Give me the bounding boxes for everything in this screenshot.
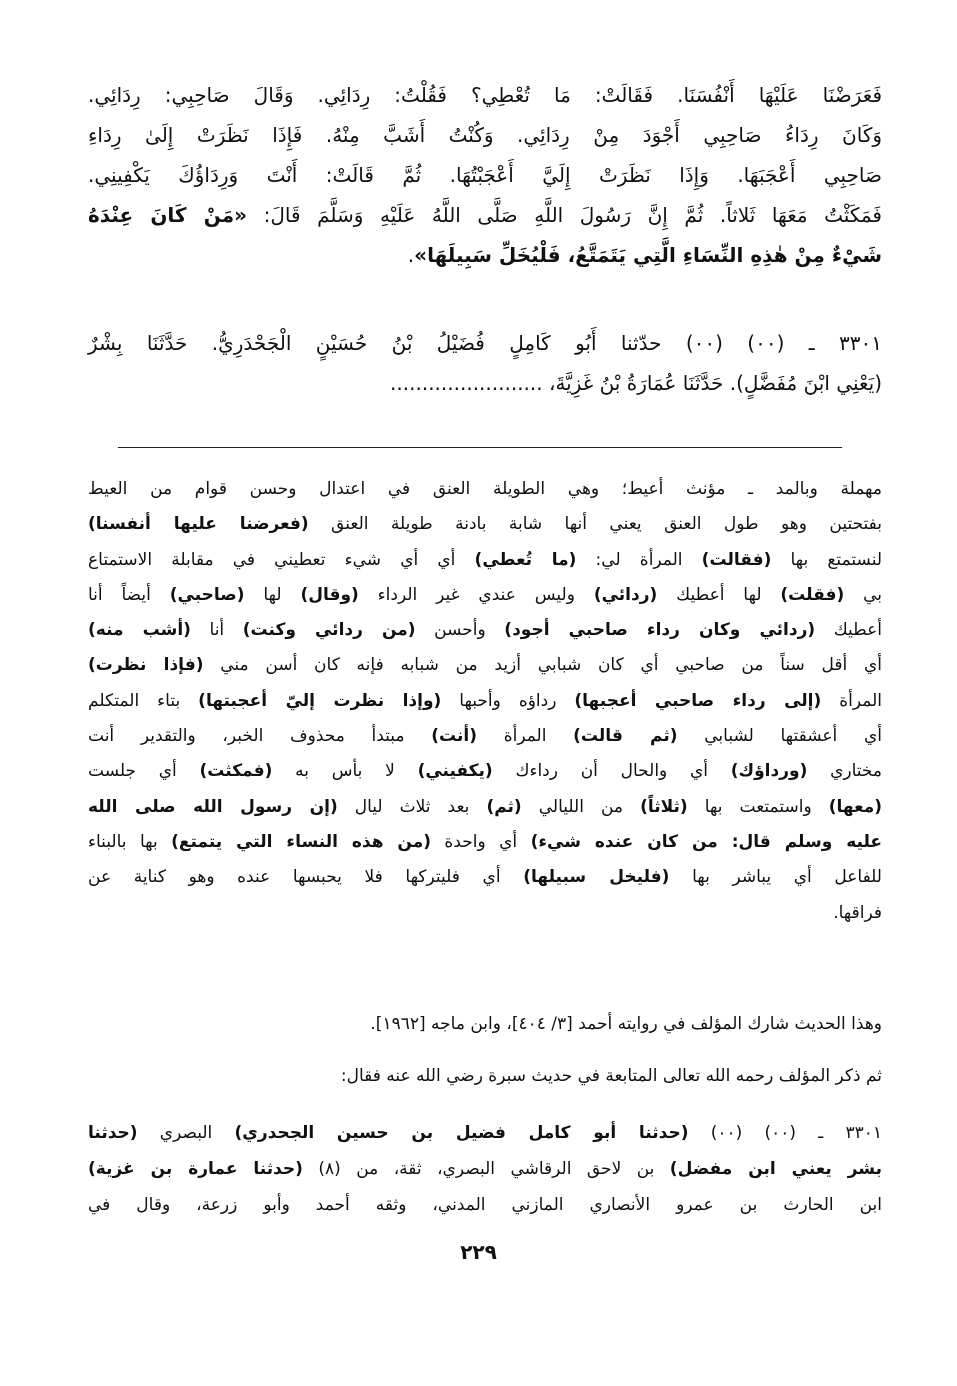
- bold-quoted-text: بشر يعني ابن مفضل): [669, 1159, 882, 1179]
- text-segment: لها: [244, 584, 301, 605]
- text-line: [88, 719, 882, 754]
- footnote-divider: [118, 447, 842, 448]
- commentary-isnad-text: [88, 1115, 882, 1223]
- bold-quoted-text: (ثم قالت): [573, 726, 678, 747]
- bold-quoted-text: (فقالت): [701, 549, 772, 570]
- text-segment: وَكَانَ رِدَاءُ صَاحِبِي أَجْوَدَ مِنْ رِدَائِي. وَكُنْتُ أَشَبَّ مِنْهُ. فَإِذَا نَظَرَتْ إِلَىٰ رِدَاءِ: [88, 123, 882, 147]
- bold-quoted-text: (أنت): [431, 726, 477, 747]
- text-line: [88, 507, 882, 542]
- bold-quoted-text: (أشب منه): [88, 620, 191, 641]
- text-segment: لا بأس به: [272, 761, 418, 782]
- bold-quoted-text: (وقال): [300, 584, 359, 605]
- bold-quoted-text: (ثم): [486, 796, 522, 817]
- text-segment: ٣٣٠١ ـ (٠٠) (٠٠): [688, 1123, 882, 1143]
- text-segment: مختاري: [807, 761, 883, 782]
- text-segment: من الليالي: [521, 796, 641, 817]
- text-segment: أي فليتركها فلا يحبسها عنده وهو كناية عن: [88, 867, 524, 888]
- text-segment: بن لاحق الرقاشي البصري، ثقة، من (٨): [302, 1159, 670, 1179]
- text-segment: أيضاً أنا: [88, 584, 170, 605]
- text-line: [88, 896, 882, 931]
- follow-up-note: ثم ذكر المؤلف رحمه الله تعالى المتابعة في حديث سبرة رضي الله عنه فقال:: [340, 1066, 882, 1086]
- bold-quoted-text: (وإذا نظرت إليّ أعجبتها): [198, 690, 442, 711]
- hadith-main-text: [88, 75, 882, 275]
- text-segment: بفتحتين وهو طول العنق يعني أنها شابة بادنة طويلة العنق: [308, 514, 883, 535]
- text-segment: رداؤه وأحبها: [441, 690, 575, 711]
- text-segment: أي أي شيء تعطيني في مقابلة الاستمتاع: [88, 549, 475, 570]
- text-line: [88, 363, 882, 403]
- text-line: [88, 115, 882, 155]
- bold-quoted-text: (ثلاثاً): [640, 796, 688, 817]
- text-line: [88, 825, 882, 860]
- bold-quoted-text: (إلى رداء صاحبي أعجبها): [574, 690, 822, 711]
- text-line: [88, 472, 882, 507]
- commentary-text: [88, 472, 882, 931]
- bold-quoted-text: (ما تُعطي): [474, 549, 577, 570]
- text-segment: بعد ثلاث ليال: [337, 796, 487, 817]
- text-line: [88, 790, 882, 825]
- text-segment: (يَعْنِي ابْنَ مُفَضَّلٍ). حَدَّثَنَا عُمَارَةُ بْنُ غَزِيَّةَ، ........................: [390, 371, 882, 395]
- reference-note: وهذا الحديث شارك المؤلف في روايته أحمد [٣/ ٤٠٤]، وابن ماجه [١٩٦٢].: [370, 1014, 882, 1034]
- text-segment: أي والحال أن رداءك: [492, 761, 731, 782]
- text-line: [88, 613, 882, 648]
- text-line: [88, 195, 882, 235]
- text-line: [88, 754, 882, 789]
- text-segment: أي واحدة: [431, 831, 531, 852]
- text-line: [88, 75, 882, 115]
- bold-quoted-text: (فليخل سبيلها): [523, 867, 670, 888]
- text-line: [88, 323, 882, 363]
- text-line: [88, 155, 882, 195]
- text-segment: صَاحِبِي أَعْجَبَهَا. وَإِذَا نَظَرَتْ إِلَيَّ أَعْجَبْتُهَا. ثُمَّ قَالَتْ: أَنْتَ وَرِدَاؤُكَ يَكْفِينِي.: [88, 163, 882, 187]
- text-segment: أي أعشقتها لشبابي: [677, 726, 882, 747]
- text-line: [88, 1187, 882, 1223]
- bold-quoted-text: شَيْءٌ مِنْ هٰذِهِ النِّسَاءِ الَّتِي يَتَمَتَّعُ، فَلْيُخَلِّ سَبِيلَهَا»: [414, 243, 882, 267]
- text-segment: لنستمتع بها: [771, 549, 882, 570]
- bold-quoted-text: (من ردائي وكنت): [242, 620, 416, 641]
- text-segment: مبتدأ محذوف الخبر، والتقدير أنت: [88, 726, 432, 747]
- bold-quoted-text: (ردائي وكان رداء صاحبي أجود): [504, 620, 816, 641]
- text-segment: مهملة وبالمد ـ مؤنث أعيط؛ وهي الطويلة العنق في اعتدال وحسن قوام من العيط: [88, 479, 882, 499]
- text-line: [88, 1115, 882, 1151]
- bold-quoted-text: (إن رسول الله صلى الله: [88, 796, 338, 817]
- text-segment: ٣٣٠١ ـ (٠٠) (٠٠) حدّثنا أَبُو كَامِلٍ فُضَيْلُ بْنُ حُسَيْنٍ الْجَحْدَرِيُّ. حَدَّثَنَا بِشْرٌ: [88, 331, 882, 355]
- text-segment: المرأة: [821, 690, 882, 711]
- text-line: [88, 235, 882, 275]
- bold-quoted-text: (ورداؤك): [730, 761, 808, 782]
- text-segment: فَمَكَثْتُ مَعَهَا ثَلاثاً. ثُمَّ إِنَّ رَسُولَ اللَّهِ صَلَّى اللَّهُ عَلَيْهِ وَسَلَّمَ قَالَ:: [247, 203, 882, 227]
- text-segment: أي جلست: [88, 761, 200, 782]
- bold-quoted-text: (يكفيني): [417, 761, 493, 782]
- text-segment: بها بالبناء: [88, 831, 172, 852]
- text-line: [88, 684, 882, 719]
- bold-quoted-text: (حدثنا أبو كامل فضيل بن حسين الجحدري): [234, 1123, 689, 1143]
- text-segment: .: [407, 243, 415, 267]
- text-segment: المرأة لي:: [576, 549, 702, 570]
- text-segment: فَعَرَضْنَا عَلَيْهَا أَنْفُسَنَا. فَقَالَتْ: مَا تُعْطِي؟ فَقُلْتُ: رِدَائِي. وَقَالَ صَاحِبِي: رِدَائِي.: [88, 83, 882, 107]
- text-segment: لها أعطيك: [657, 584, 781, 605]
- bold-quoted-text: (فمكثت): [199, 761, 273, 782]
- bold-quoted-text: (ردائي): [593, 584, 658, 605]
- text-line: [88, 860, 882, 895]
- text-line: [88, 543, 882, 578]
- text-segment: بتاء المتكلم: [88, 690, 199, 711]
- text-segment: للفاعل أي يباشر بها: [669, 867, 882, 888]
- bold-quoted-text: (معها): [828, 796, 882, 817]
- bold-quoted-text: (فعرضنا عليها أنفسنا): [88, 514, 309, 535]
- bold-quoted-text: (صاحبي): [169, 584, 245, 605]
- text-segment: بي: [844, 584, 882, 605]
- page-number: ٢٢٩: [460, 1240, 497, 1264]
- text-segment: فراقها.: [833, 902, 882, 923]
- text-segment: وليس عندي غير الرداء: [358, 584, 594, 605]
- bold-quoted-text: (فقلت): [780, 584, 845, 605]
- text-segment: أعطيك: [815, 620, 882, 641]
- bold-quoted-text: «مَنْ كَانَ عِنْدَهُ: [88, 203, 248, 227]
- text-segment: وأحسن: [415, 620, 505, 641]
- text-segment: البصري: [137, 1123, 235, 1143]
- text-segment: أي أقل سناً من صاحبي أي كان شبابي أزيد من شبابه فإنه كان أسن مني: [203, 655, 883, 676]
- bold-quoted-text: (من هذه النساء التي يتمتع): [171, 831, 432, 852]
- text-line: [88, 648, 882, 683]
- bold-quoted-text: (حدثنا: [88, 1123, 138, 1143]
- text-segment: المرأة: [477, 726, 574, 747]
- text-line: [88, 578, 882, 613]
- bold-quoted-text: (فإذا نظرت): [88, 655, 204, 676]
- bold-quoted-text: عليه وسلم قال: من كان عنده شيء): [530, 831, 882, 852]
- hadith-isnad-text: [88, 323, 882, 403]
- text-segment: ابن الحارث بن عمرو الأنصاري المازني المدني، وثقه أحمد وأبو زرعة، وقال في: [88, 1195, 882, 1215]
- bold-quoted-text: (حدثنا عمارة بن غزية): [88, 1159, 303, 1179]
- text-line: [88, 1151, 882, 1187]
- text-segment: أنا: [190, 620, 243, 641]
- text-segment: واستمتعت بها: [687, 796, 829, 817]
